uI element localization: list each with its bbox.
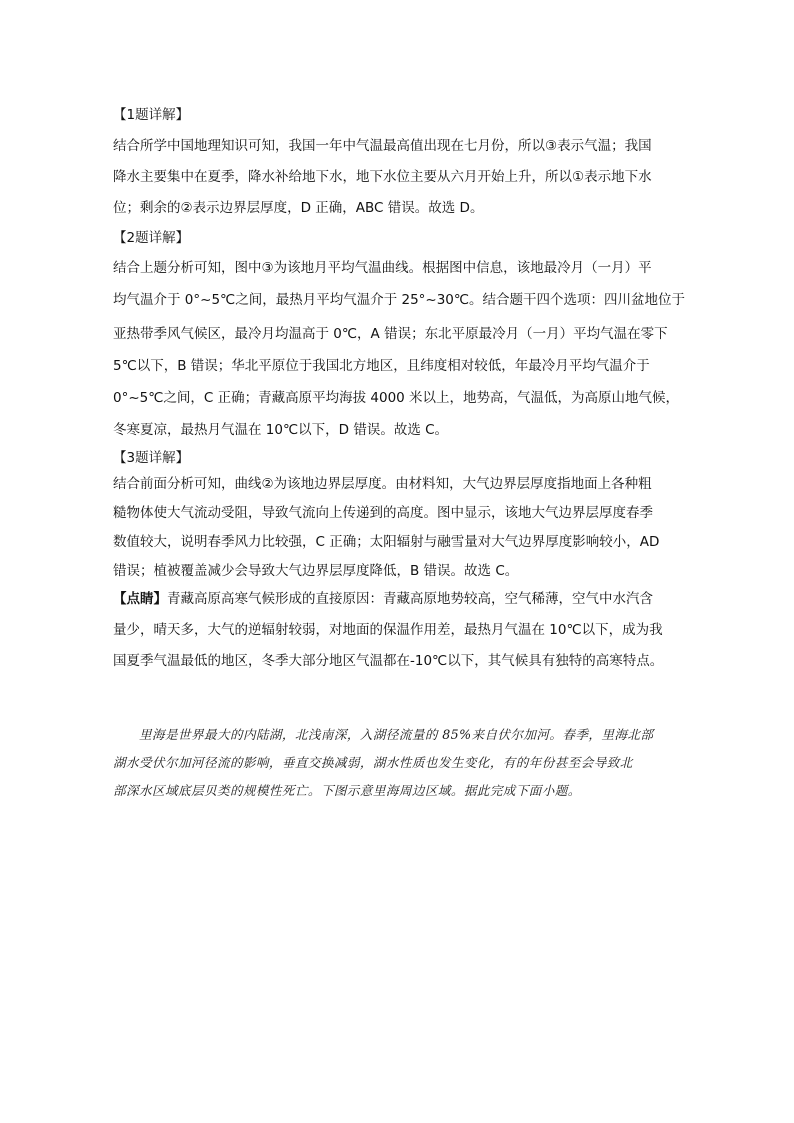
tip-line: [113, 586, 681, 612]
tip-text: 青藏高原高寒气候形成的直接原因：青藏高原地势较高，空气稀薄，空气中水汽含: [167, 591, 653, 607]
q1-heading: 【1题详解】: [113, 107, 190, 123]
q2-explanation: [113, 255, 686, 443]
q2-line: 均气温介于 0°~5℃之间，最热月平均气温介于 25°~30℃。结合题干四个选项：四川盆地位于: [113, 292, 686, 308]
q2-line: 亚热带季风气候区，最冷月均温高于 0℃，A 错误；东北平原最冷月（一月）平均气温在零下: [113, 326, 668, 342]
tip-label: 【点睛】: [113, 591, 167, 607]
reading-passage: [113, 721, 683, 805]
q3-line: 结合前面分析可知，曲线②为该地边界层厚度。由材料知，大气边界层厚度指地面上各种粗: [113, 476, 652, 492]
tip-line: 量少，晴天多，大气的逆辐射较弱，对地面的保温作用差，最热月气温在 10℃以下，成为我: [113, 622, 663, 638]
answer-explanations: [113, 102, 686, 674]
q2-line: 0°~5℃之间，C 正确；青藏高原平均海拔 4000 米以上，地势高，气温低，为高原山地气候，: [113, 390, 680, 406]
q3-heading: 【3题详解】: [113, 450, 190, 466]
tip-note: [113, 586, 681, 674]
q2-line: 结合上题分析可知，图中③为该地月平均气温曲线。根据图中信息，该地最冷月（一月）平: [113, 260, 652, 276]
q1-explanation: [113, 133, 681, 221]
q1-line: 位；剩余的②表示边界层厚度，D 正确，ABC 错误。故选 D。: [113, 200, 484, 216]
q3-line: 糙物体使大气流动受阻，导致气流向上传递到的高度。图中显示，该地大气边界层厚度春季: [113, 505, 653, 521]
passage-line: 湖水受伏尔加河径流的影响，垂直交换减弱，湖水性质也发生变化，有的年份甚至会导致北: [113, 755, 633, 770]
q2-line: 冬寒夏凉，最热月气温在 10℃以下，D 错误。故选 C。: [113, 422, 449, 438]
q3-line: 数值较大，说明春季风力比较强，C 正确；太阳辐射与融雪量对大气边界厚度影响较小，AD: [113, 534, 660, 550]
tip-line: 国夏季气温最低的地区，冬季大部分地区气温都在-10℃以下，其气候具有独特的高寒特点。: [113, 653, 664, 669]
q2-line: 5℃以下，B 错误；华北平原位于我国北方地区，且纬度相对较低，年最冷月平均气温介于: [113, 358, 650, 374]
q1-line: 结合所学中国地理知识可知，我国一年中气温最高值出现在七月份，所以③表示气温；我国: [113, 138, 652, 154]
q3-explanation: [113, 471, 681, 584]
passage-line: 部深水区域底层贝类的规模性死亡。下图示意里海周边区域。据此完成下面小题。: [113, 783, 581, 798]
q1-line: 降水主要集中在夏季，降水补给地下水，地下水位主要从六月开始上升，所以①表示地下水: [113, 169, 652, 185]
q3-line: 错误；植被覆盖减少会导致大气边界层厚度降低，B 错误。故选 C。: [113, 563, 519, 579]
passage-line: 里海是世界最大的内陆湖，北浅南深，入湖径流量的 85%来自伏尔加河。春季，里海北部: [139, 727, 654, 742]
q2-heading: 【2题详解】: [113, 230, 190, 246]
